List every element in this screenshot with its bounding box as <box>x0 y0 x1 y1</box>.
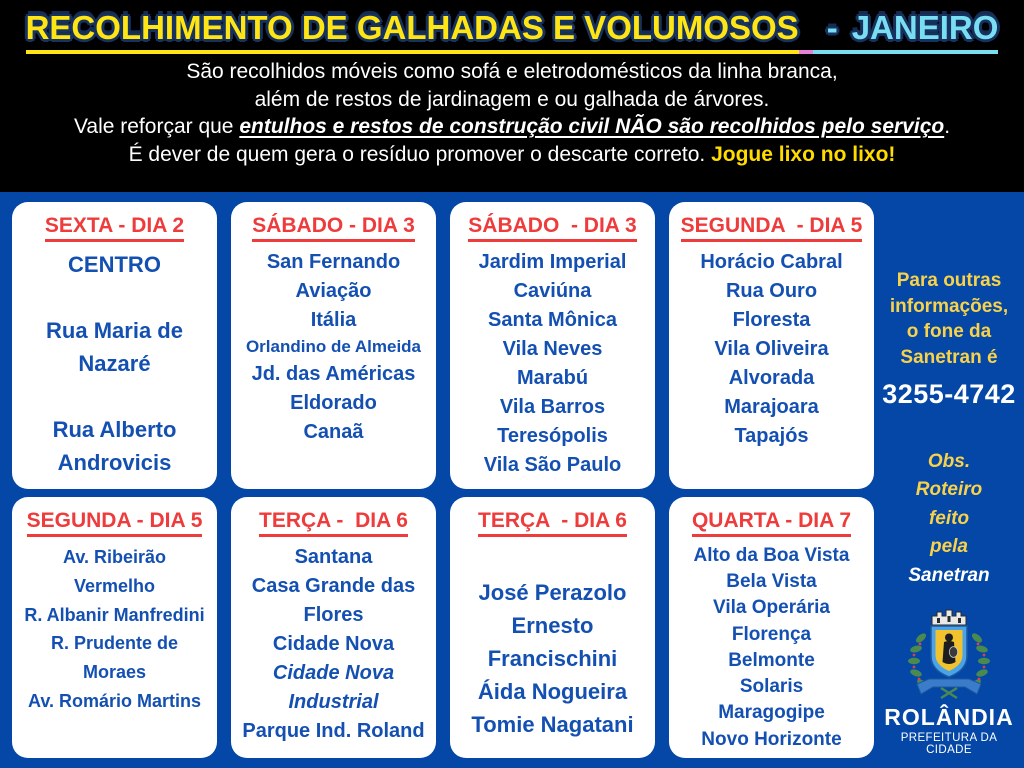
desc-line-4: É dever de quem gera o resíduo promover o descarte correto. Jogue lixo no lixo! <box>128 143 896 167</box>
neighborhood-item <box>458 543 647 576</box>
sanetran-phone: 3255-4742 <box>882 378 1016 409</box>
card-day-title: SEGUNDA - DIA 5 <box>27 509 203 537</box>
city-subtitle: PREFEITURA DA CIDADE <box>900 732 998 757</box>
main-area <box>0 192 1024 768</box>
title-underline-accent <box>799 48 813 54</box>
neighborhood-item: Vila Oliveira <box>714 338 829 360</box>
neighborhood-item: Áida Nogueira <box>477 679 628 704</box>
desc-line-1: São recolhidos móveis como sofá e eletrodomésticos da linha branca, <box>186 59 838 83</box>
neighborhood-item: Tapajós <box>734 425 809 447</box>
card-neighborhood-list <box>458 543 647 741</box>
neighborhood-item: Santa Mônica <box>488 309 617 331</box>
neighborhood-item: Rua Alberto Androvicis <box>52 417 177 475</box>
neighborhood-item <box>20 281 209 314</box>
neighborhood-item: Jardim Imperial <box>478 251 627 273</box>
city-name: ROLÂNDIA <box>884 704 1014 731</box>
neighborhood-item: Aviação <box>295 280 372 302</box>
neighborhood-item: R. Albanir Manfredini <box>24 604 205 625</box>
description <box>0 58 1024 170</box>
neighborhood-item: Itália <box>310 309 357 331</box>
card-day-title: SÁBADO - DIA 3 <box>252 214 415 242</box>
neighborhood-item: Santana <box>294 546 373 568</box>
sidebar <box>874 202 1024 760</box>
schedule-card <box>669 497 874 758</box>
title-main-text: RECOLHIMENTO DE GALHADAS E VOLUMOSOS <box>26 8 799 54</box>
card-neighborhood-list <box>20 543 209 716</box>
card-neighborhood-list <box>239 248 428 447</box>
obs-note-sanetran: Sanetran <box>908 564 990 586</box>
title-month-text <box>813 8 999 54</box>
neighborhood-item: Canaã <box>303 420 364 443</box>
obs-note-line: Roteiro <box>915 479 983 501</box>
neighborhood-item: Cidade Nova <box>272 633 395 655</box>
card-neighborhood-list <box>239 543 428 746</box>
schedule-card <box>12 202 217 489</box>
card-neighborhood-list <box>458 248 647 480</box>
neighborhood-item: CENTRO <box>68 252 161 277</box>
neighborhood-item: Eldorado <box>290 391 377 414</box>
rolandia-crest-icon <box>901 604 997 704</box>
page-title <box>0 8 1024 54</box>
neighborhood-item: Caviúna <box>513 280 592 302</box>
neighborhood-item: Ernesto Francischini <box>487 613 618 671</box>
card-day-title: SEGUNDA - DIA 5 <box>681 214 863 242</box>
obs-note <box>908 448 989 591</box>
neighborhood-item <box>20 380 209 413</box>
neighborhood-item: Bela Vista <box>726 571 817 593</box>
desc-highlight: Jogue lixo no lixo! <box>711 143 896 167</box>
title-separator: - <box>826 9 838 46</box>
neighborhood-item: Alto da Boa Vista <box>693 545 850 566</box>
neighborhood-item: Belmonte <box>728 649 815 671</box>
card-day-title: SEXTA - DIA 2 <box>45 214 184 242</box>
neighborhood-item: Vila Barros <box>499 396 606 418</box>
desc-line-2: além de restos de jardinagem e ou galhada de árvores. <box>254 87 770 111</box>
neighborhood-item: R. Prudente de Moraes <box>50 633 179 683</box>
neighborhood-item: San Fernando <box>266 251 401 273</box>
desc-line-3: Vale reforçar que entulhos e restos de construção civil NÃO são recolhidos pelo serviço. <box>73 115 951 139</box>
sanetran-info-text: Para outras informações, o fone da Sanetran é <box>889 270 1009 368</box>
title-month: JANEIRO <box>851 9 999 46</box>
neighborhood-item: Cidade Nova Industrial <box>272 662 395 713</box>
neighborhood-item: José Perazolo <box>478 580 627 605</box>
neighborhood-item: Horácio Cabral <box>700 251 843 273</box>
neighborhood-item: Casa Grande das Flores <box>251 575 416 626</box>
header <box>0 0 1024 192</box>
schedule-card <box>450 497 655 758</box>
neighborhood-item: Maragogipe <box>718 702 825 724</box>
card-day-title: TERÇA - DIA 6 <box>478 509 627 537</box>
neighborhood-item: Alvorada <box>728 367 815 389</box>
neighborhood-item: Vila Neves <box>502 338 603 360</box>
neighborhood-item: Novo Horizonte <box>701 728 842 750</box>
card-neighborhood-list <box>677 543 866 753</box>
neighborhood-item: Marajoara <box>724 396 819 418</box>
neighborhood-item: Vila Operária <box>713 597 830 619</box>
neighborhood-item: Florença <box>731 623 812 645</box>
obs-note-line: Obs. <box>927 450 971 472</box>
obs-note-line: pela <box>929 536 969 558</box>
schedule-card <box>450 202 655 489</box>
neighborhood-item: Floresta <box>732 309 811 331</box>
card-day-title: QUARTA - DIA 7 <box>692 509 851 537</box>
neighborhood-item: Av. Ribeirão Vermelho <box>62 547 167 596</box>
card-day-title: SÁBADO - DIA 3 <box>468 214 636 242</box>
schedule-card <box>12 497 217 758</box>
schedule-card <box>231 497 436 758</box>
neighborhood-item: Solaris <box>739 676 804 698</box>
neighborhood-item: Vila São Paulo <box>483 454 622 476</box>
neighborhood-item: Av. Romário Martins <box>27 690 202 711</box>
neighborhood-item: Rua Maria de Nazaré <box>46 318 183 376</box>
neighborhood-item: Parque Ind. Roland <box>242 720 425 742</box>
neighborhood-item: Orlandino de Almeida <box>245 337 422 356</box>
neighborhood-item: Jd. das Américas <box>251 362 416 385</box>
desc-emphasis: entulhos e restos de construção civil NÃO são recolhidos pelo serviço <box>239 115 945 139</box>
neighborhood-item: Tomie Nagatani <box>471 712 634 737</box>
card-day-title: TERÇA - DIA 6 <box>259 509 408 537</box>
obs-note-line: feito <box>928 507 970 529</box>
schedule-card <box>669 202 874 489</box>
schedule-card <box>231 202 436 489</box>
neighborhood-item: Rua Ouro <box>725 280 818 302</box>
card-neighborhood-list <box>677 248 866 451</box>
neighborhood-item: Teresópolis <box>497 425 608 447</box>
neighborhood-item: Marabú <box>516 367 589 389</box>
schedule-cards <box>12 202 874 760</box>
card-neighborhood-list <box>20 248 209 479</box>
